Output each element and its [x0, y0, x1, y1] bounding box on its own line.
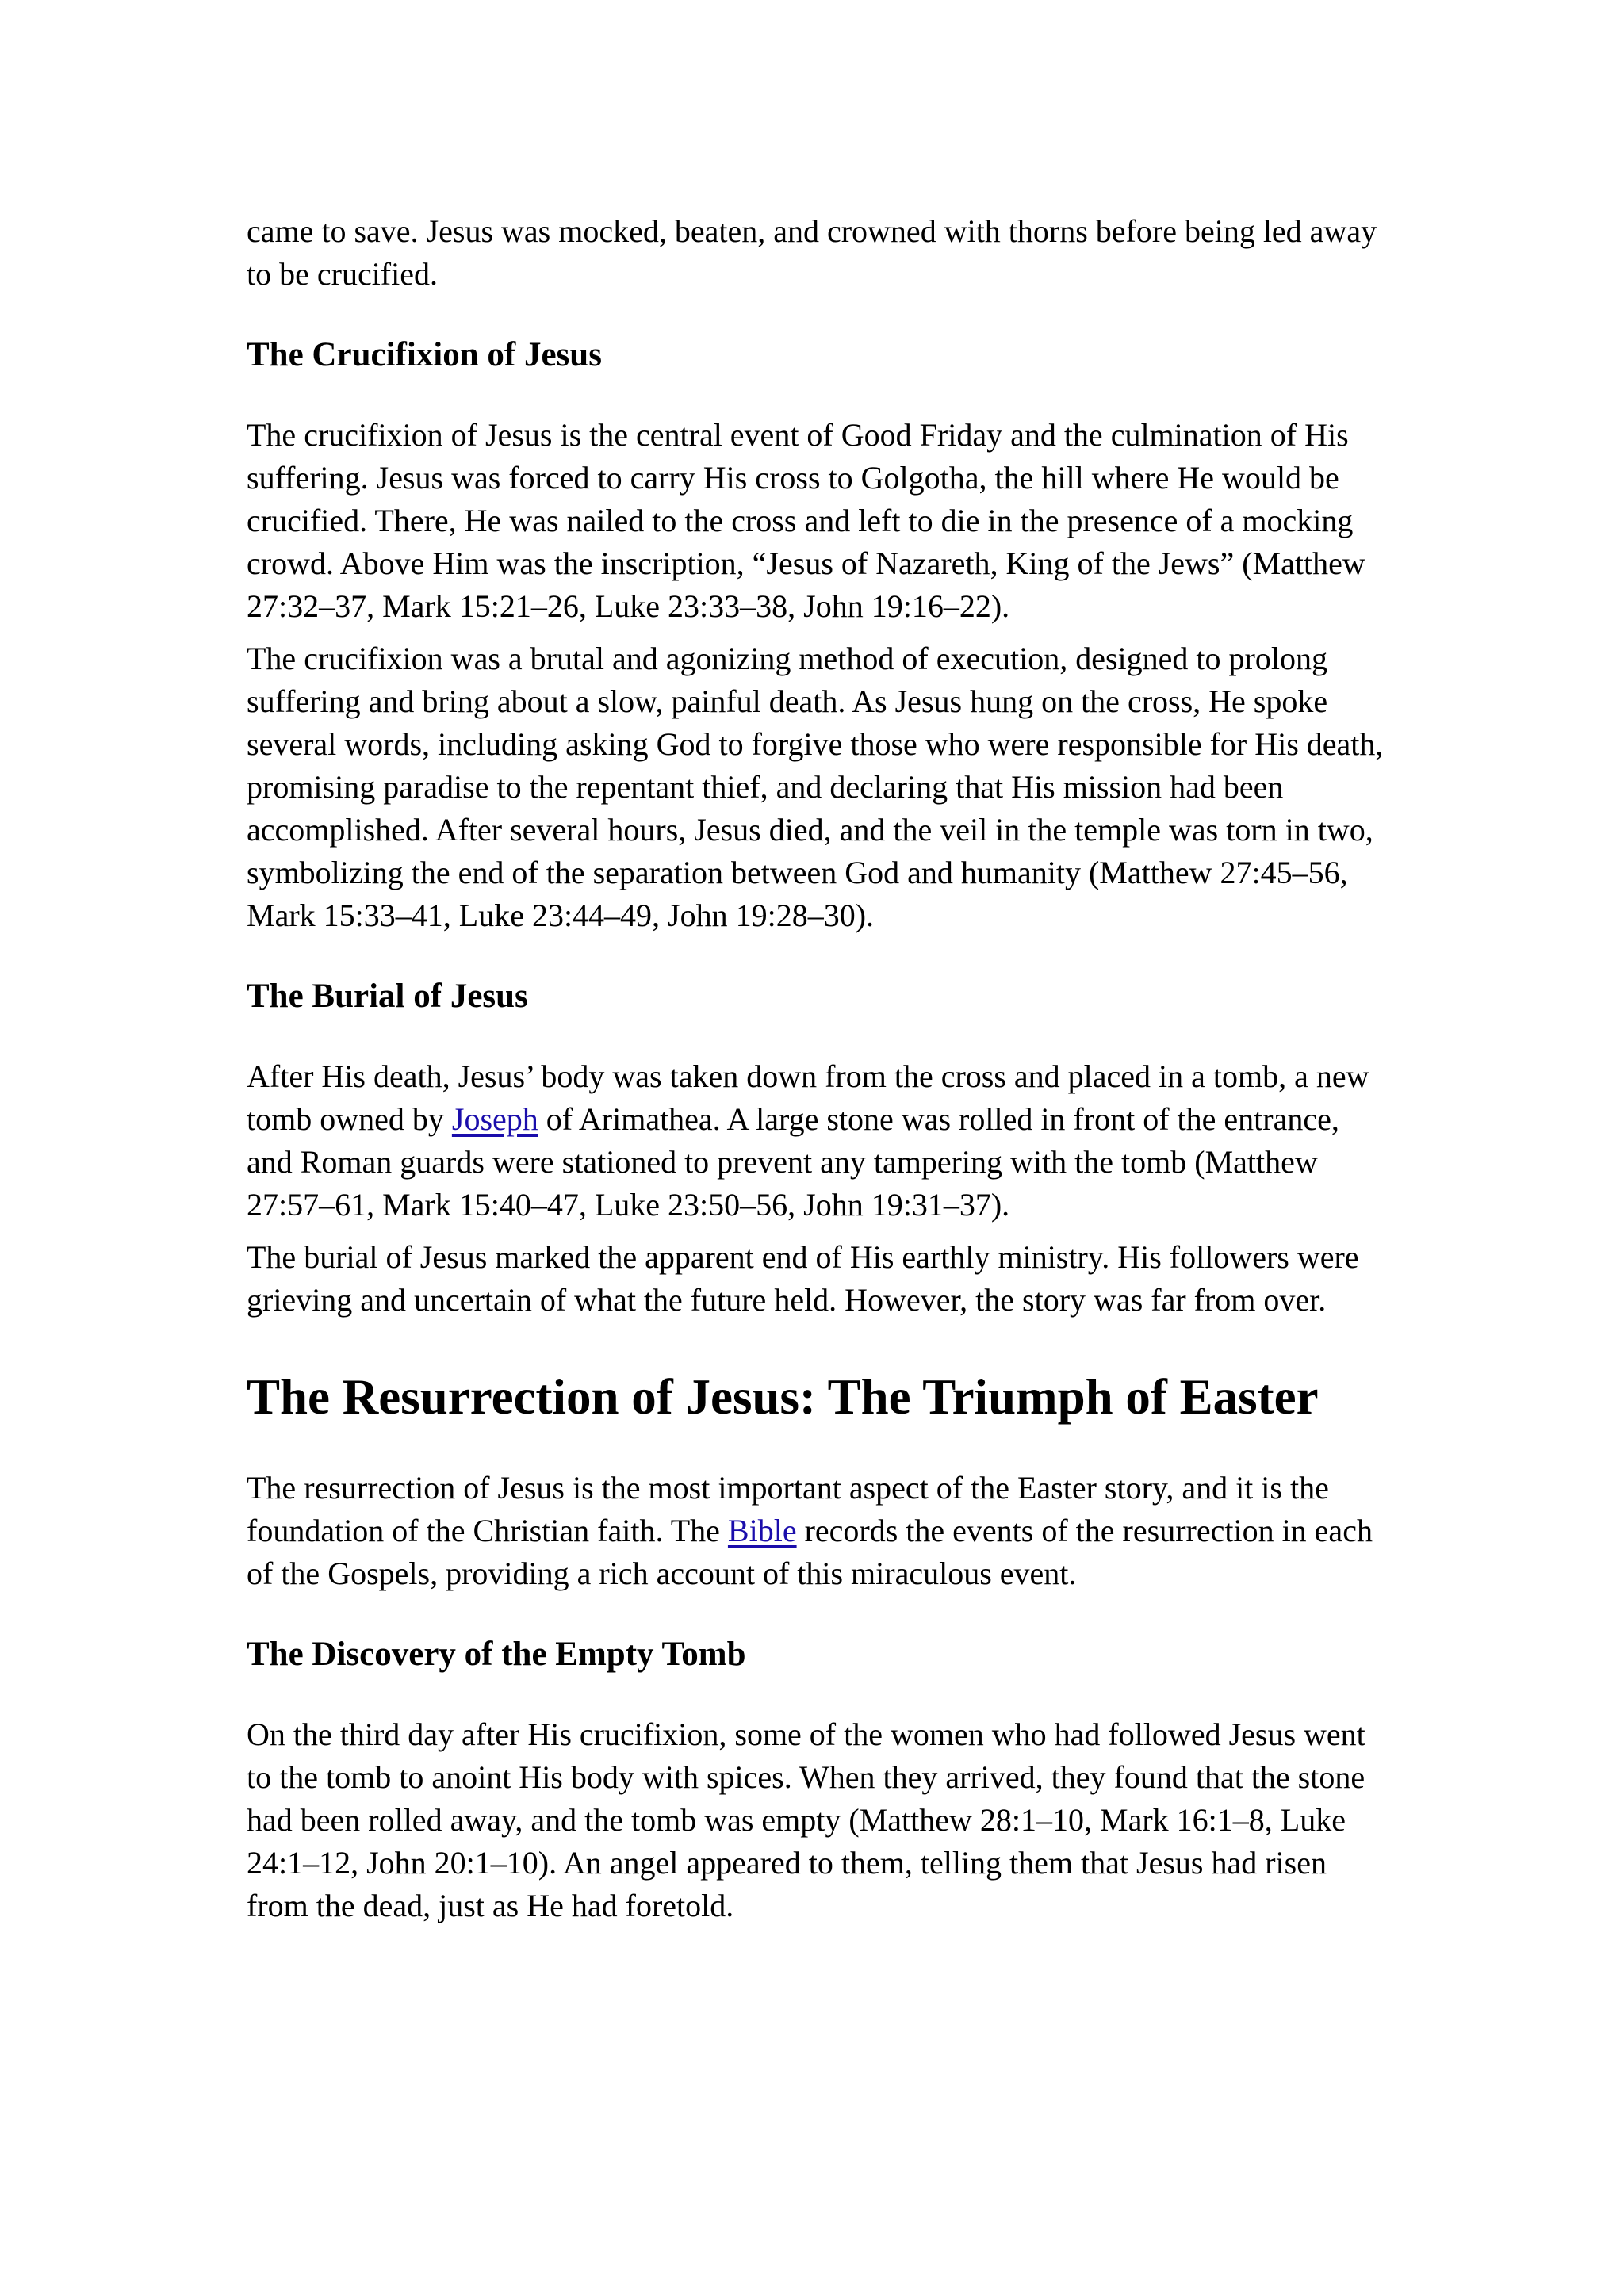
burial-paragraph-2: The burial of Jesus marked the apparent end of His earthly ministry. His followers were grieving and uncertain of what the future held. However, the story was far from over. — [247, 1239, 1359, 1318]
burial-paragraph-1 — [247, 1055, 1392, 1226]
resurrection-paragraph-1-text-before: The resurrection of Jesus is the most important aspect of the Easter story, and it is the foundation of the Christian faith. The — [247, 1470, 1329, 1548]
crucifixion-paragraph-2: The crucifixion was a brutal and agonizing method of execution, designed to prolong suffering and bring about a slow, painful death. As Jesus hung on the cross, He spoke several words, including asking God to forgive those who were responsible for His death, promising paradise to the repentant thief, and declaring that His mission had been accomplished. After several hours, Jesus died, and the veil in the temple was torn in two, symbolizing the end of the separation between God and humanity (Matthew 27:45–56, Mark 15:33–41, Luke 23:44–49, John 19:28–30). — [247, 641, 1384, 933]
burial-paragraph-1-text-after: of Arimathea. A large stone was rolled in front of the entrance, and Roman guards were stationed to prevent any tampering with the tomb (Matthew 27:57–61, Mark 15:40–47, Luke 23:50–56, John 19:31–37). — [247, 1101, 1339, 1223]
burial-heading: The Burial of Jesus — [247, 978, 528, 1015]
intro-paragraph: came to save. Jesus was mocked, beaten, and crowned with thorns before being led away to be crucified. — [247, 213, 1377, 292]
crucifixion-paragraph-1: The crucifixion of Jesus is the central event of Good Friday and the culmination of His suffering. Jesus was forced to carry His cross to Golgotha, the hill where He would be crucified. There, He was nailed to the cross and left to die in the presence of a mocking crowd. Above Him was the inscription, “Jesus of Nazareth, King of the Jews” (Matthew 27:32–37, Mark 15:21–26, Luke 23:33–38, John 19:16–22). — [247, 417, 1365, 624]
burial-paragraph-1-text-before: After His death, Jesus’ body was taken down from the cross and placed in a tomb, a new tomb owned by — [247, 1058, 1369, 1137]
document-page — [247, 210, 1392, 1927]
empty-tomb-heading: The Discovery of the Empty Tomb — [247, 1636, 746, 1673]
resurrection-paragraph-1-text-after: records the events of the resurrection in each of the Gospels, providing a rich account of this miraculous event. — [247, 1513, 1373, 1591]
joseph-link[interactable]: Joseph — [451, 1101, 538, 1137]
empty-tomb-paragraph-1: On the third day after His crucifixion, some of the women who had followed Jesus went to the tomb to anoint His body with spices. When they arrived, they found that the stone had been rolled away, and the tomb was empty (Matthew 28:1–10, Mark 16:1–8, Luke 24:1–12, John 20:1–10). An angel appeared to them, telling them that Jesus had risen from the dead, just as He had foretold. — [247, 1716, 1365, 1923]
crucifixion-heading: The Crucifixion of Jesus — [247, 336, 602, 373]
resurrection-heading: The Resurrection of Jesus: The Triumph of Easter — [247, 1369, 1319, 1425]
resurrection-paragraph-1 — [247, 1467, 1392, 1595]
bible-link[interactable]: Bible — [727, 1513, 797, 1548]
